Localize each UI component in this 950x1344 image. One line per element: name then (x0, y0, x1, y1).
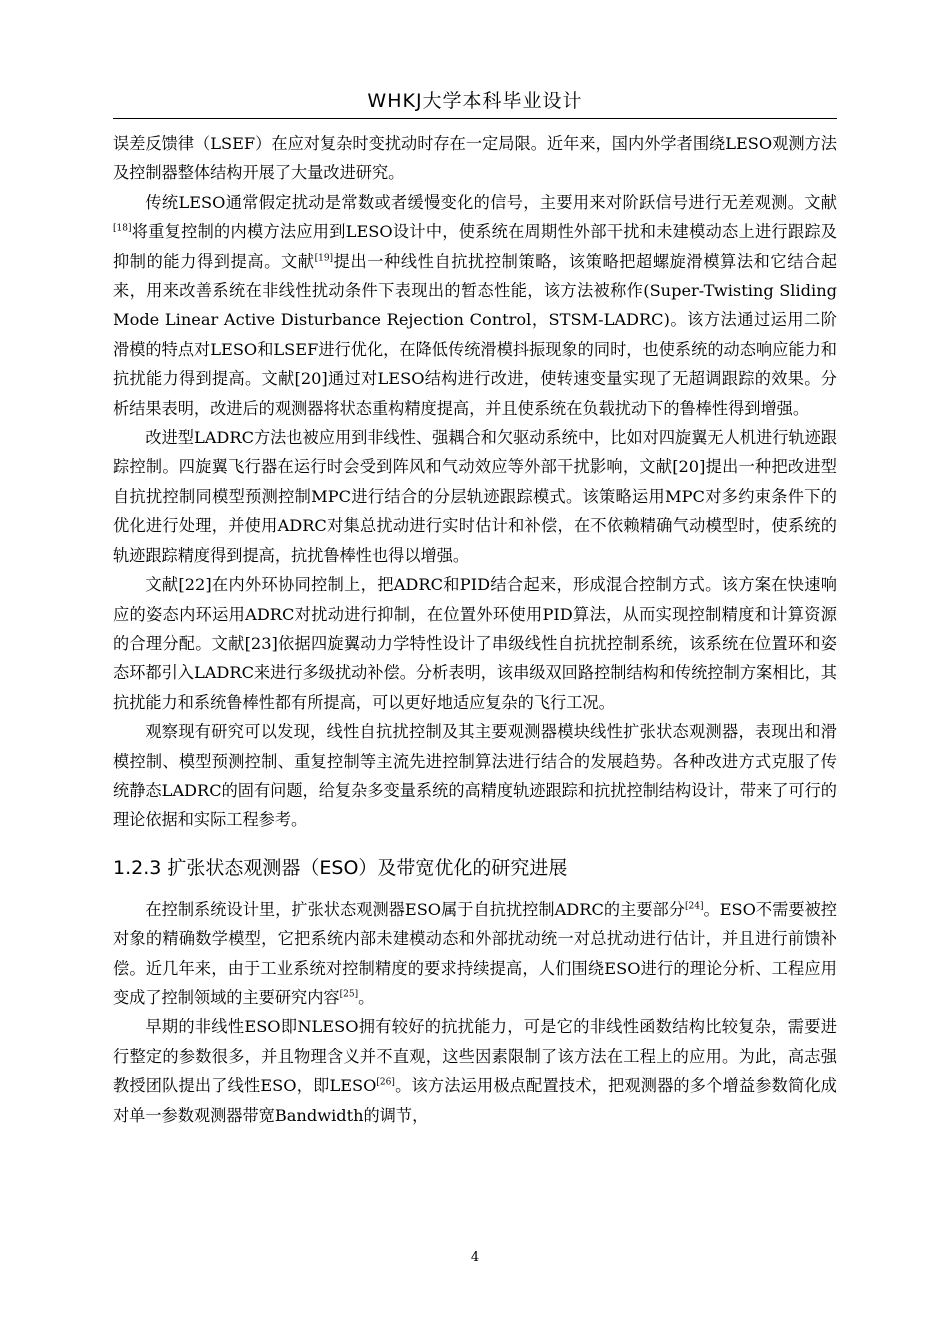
citation-24: [24] (684, 901, 704, 912)
paragraph-adrc-pid: 文献[22]在内外环协同控制上，把ADRC和PID结合起来，形成混合控制方式。该方案在快速响应的姿态内环运用ADRC对扰动进行抑制，在位置外环使用PID算法，从而实现控制精度和计算资源的合理分配。文献[23]依据四旋翼动力学特性设计了串级线性自抗扰控制系统，该系统在位置环和姿态环都引入LADRC来进行多级扰动补偿。分析表明，该串级双回路控制结构和传统控制方案相比，其抗扰能力和系统鲁棒性都有所提高，可以更好地适应复杂的飞行工况。 (113, 575, 837, 712)
citation-19: [19] (314, 253, 334, 264)
paragraph-leso-improvements: 传统LESO通常假定扰动是常数或者缓慢变化的信号，主要用来对阶跃信号进行无差观测。文献[18]将重复控制的内模方法应用到LESO设计中，使系统在周期性外部干扰和未建模动态上进行跟踪及抑制的能力得到提高。文献[19]提出一种线性自抗扰控制策略，该策略把超螺旋滑模算法和它结合起来，用来改善系统在非线性扰动条件下表现出的暂态性能，该方法被称作(Super-Twisting Sliding Mode Linear Active Disturbance Rejection Control，STSM-LADRC)。该方法通过运用二阶滑模的特点对LESO和LSEF进行优化，在降低传统滑模抖振现象的同时，也使系统的动态响应能力和抗扰能力得到提高。文献[20]通过对LESO结构进行改进，使转速变量实现了无超调跟踪的效果。分析结果表明，改进后的观测器将状态重构精度提高，并且使系统在负载扰动下的鲁棒性得到增强。 (113, 192, 837, 418)
citation-26: [26] (376, 1077, 395, 1088)
page-body (113, 129, 837, 1130)
paragraph-eso-intro: 在控制系统设计里，扩张状态观测器ESO属于自抗扰控制ADRC的主要部分[24]。ESO不需要被控对象的精确数学模型，它把系统内部未建模动态和外部扰动统一对总扰动进行估计，并且进行前馈补偿。近几年来，由于工业系统对控制精度的要求持续提高，人们围绕ESO进行的理论分析、工程应用变成了控制领域的主要研究内容[25]。 (113, 899, 837, 1007)
paragraph-continued: 误差反馈律（LSEF）在应对复杂时变扰动时存在一定局限。近年来，国内外学者围绕LESO观测方法及控制器整体结构开展了大量改进研究。 (113, 134, 837, 183)
citation-18: [18] (113, 223, 132, 234)
paragraph-ladrc-quadrotor: 改进型LADRC方法也被应用到非线性、强耦合和欠驱动系统中，比如对四旋翼无人机进行轨迹跟踪控制。四旋翼飞行器在运行时会受到阵风和气动效应等外部干扰影响，文献[20]提出一种把改进型自抗扰控制同模型预测控制MPC进行结合的分层轨迹跟踪模式。该策略运用MPC对多约束条件下的优化进行处理，并使用ADRC对集总扰动进行实时估计和补偿，在不依赖精确气动模型时，使系统的轨迹跟踪精度得到提高，抗扰鲁棒性也得以增强。 (113, 428, 837, 565)
paragraph-nleso: 早期的非线性ESO即NLESO拥有较好的抗扰能力，可是它的非线性函数结构比较复杂，需要进行整定的参数很多，并且物理含义并不直观，这些因素限制了该方法在工程上的应用。为此，高志强教授团队提出了线性ESO，即LESO[26]。该方法运用极点配置技术，把观测器的多个增益参数简化成对单一参数观测器带宽Bandwidth的调节， (113, 1017, 837, 1125)
page-header-title: WHKJ大学本科毕业设计 (367, 90, 583, 112)
page-number: 4 (470, 1250, 480, 1265)
citation-25: [25] (339, 989, 359, 1000)
paragraph-summary: 观察现有研究可以发现，线性自抗扰控制及其主要观测器模块线性扩张状态观测器，表现出和滑模控制、模型预测控制、重复控制等主流先进控制算法进行结合的发展趋势。各种改进方式克服了传统静态LADRC的固有问题，给复杂多变量系统的高精度轨迹跟踪和抗扰控制结构设计，带来了可行的理论依据和实际工程参考。 (113, 722, 837, 830)
section-heading: 1.2.3 扩张状态观测器（ESO）及带宽优化的研究进展 (113, 856, 568, 879)
page-header (113, 84, 837, 119)
